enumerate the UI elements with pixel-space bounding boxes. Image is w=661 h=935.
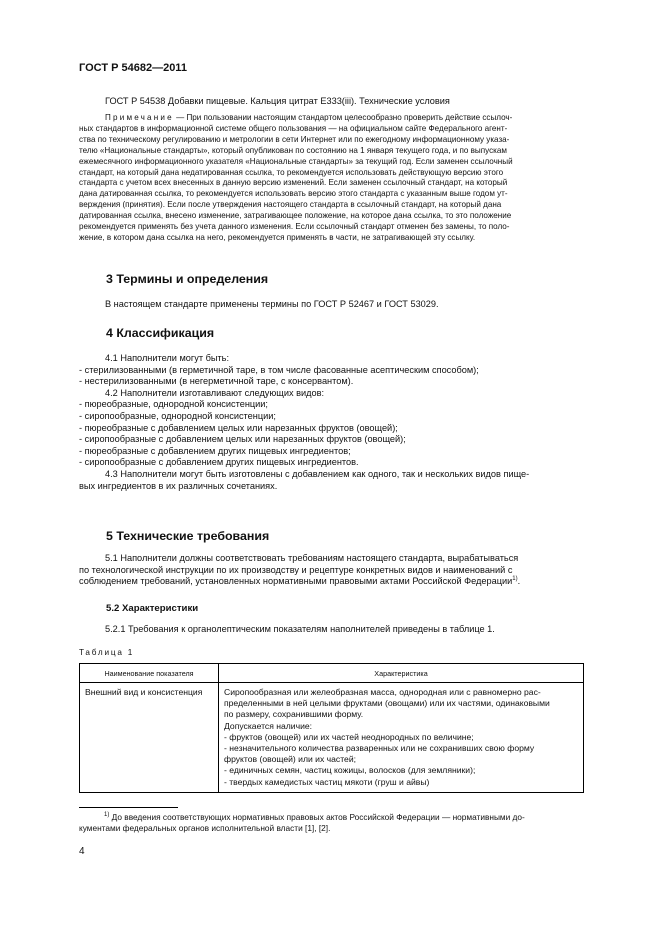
cell-line: - фруктов (овощей) или их частей неоднородных по величине; [224, 731, 474, 742]
list-item: - стерилизованными (в герметичной таре, в том числе фасованные асептическим способом); [79, 364, 479, 375]
list-item: - пюреобразные с добавлением других пищевых ингредиентов; [79, 445, 351, 456]
table-row [80, 683, 584, 793]
paragraph-5-1-line: соблюдением требований, установленных нормативными правовыми актами Российской Федерации [79, 576, 513, 587]
table-caption: Таблица 1 [79, 648, 135, 657]
table-header-name: Наименование показателя [80, 664, 219, 683]
paragraph-5-2-1: 5.2.1 Требования к органолептическим показателям наполнителей приведены в таблице 1. [105, 624, 495, 634]
reference-line: ГОСТ Р 54538 Добавки пищевые. Кальция цитрат Е333(iii). Технические условия [105, 96, 450, 106]
note-line: дана датированная ссылка, то рекомендуется использовать версию этого стандарта с указанным выше годом ут- [79, 189, 508, 199]
note-line: ства по техническому регулированию и метрологии в сети Интернет или по ежегодному информационному указа- [79, 134, 510, 144]
footnote [79, 812, 584, 834]
cell-line: фруктов (овощей) или их частей; [224, 754, 357, 765]
list-item: 4.1 Наполнители могут быть: [105, 353, 230, 363]
paragraph-4-3-line: вых ингредиентов в их различных сочетаниях. [79, 480, 278, 491]
section-4-title: 4 Классификация [106, 326, 215, 340]
list-item: - сиропообразные с добавлением целых или нарезанных фруктов (овощей); [79, 434, 406, 445]
list-item: - пюреобразные с добавлением целых или нарезанных фруктов (овощей); [79, 422, 398, 433]
paragraph-5-1-line: по технологической инструкции по их производству и рецептуре конкретных видов и наименований с [79, 564, 513, 575]
cell-line: Сиропообразная или желеобразная масса, однородная или с равномерно рас- [224, 687, 541, 697]
list-item: - нестерилизованными (в негерметичной таре, с консервантом). [79, 376, 354, 387]
list-item: 4.2 Наполнители изготавливают следующих видов: [105, 387, 325, 398]
footnote-ref: 1) [512, 576, 518, 583]
paragraph-5-1-line: 5.1 Наполнители должны соответствовать требованиям настоящего стандарта, вырабатываться [105, 553, 519, 563]
table-header-characteristic: Характеристика [219, 664, 584, 683]
note-line: рекомендуется применять без учета данного изменения. Если ссылочный стандарт отменен без замены, то поло- [79, 222, 510, 232]
paragraph-5-1 [79, 553, 584, 588]
note-line: ных стандартов в информационной системе общего пользования — на официальном сайте Федерального агент- [79, 123, 508, 133]
list-item: - сиропообразные, однородной консистенции; [79, 410, 276, 421]
note-label: Примечание [105, 113, 174, 122]
note-line: телю «Национальные стандарты», который опубликован по состоянию на 1 января текущего года, и по выпускам [79, 145, 507, 155]
note-line: жение, в котором дана ссылка на него, рекомендуется применять в части, не затрагивающей эту ссылку. [79, 232, 476, 242]
footnote-line: кументами федеральных органов исполнительной власти [1], [2]. [79, 823, 331, 833]
section-3-title: 3 Термины и определения [106, 272, 269, 286]
table-header-row [80, 664, 584, 683]
cell-line: - единичных семян, частиц кожицы, волосков (для земляники); [224, 765, 476, 776]
paragraph-4-3-line: 4.3 Наполнители могут быть изготовлены с добавлением как одного, так и нескольких видов пище- [105, 468, 530, 479]
subsection-5-2-title: 5.2 Характеристики [106, 603, 199, 614]
list-item: - пюреобразные, однородной консистенции; [79, 399, 268, 410]
list-item: - сиропообразные с добавлением других пищевых ингредиентов. [79, 457, 359, 468]
table-cell-characteristic [219, 683, 584, 793]
footnote-divider [79, 807, 178, 808]
footnote-line: До введения соответствующих нормативных правовых актов Российской Федерации — нормативными до- [109, 812, 525, 822]
cell-line: - незначительного количества разваренных или не сохранивших свою форму [224, 743, 535, 754]
paragraph-5-1-end: . [517, 576, 521, 587]
section-5-title: 5 Технические требования [106, 529, 270, 543]
note-line: верждения (принятия). Если после утверждения настоящего стандарта в ссылочный стандарт, на который дана [79, 200, 502, 210]
note-block [79, 113, 584, 244]
section-4-list [79, 353, 584, 492]
note-line: ежемесячного информационного указателя «Национальные стандарты» за текущий год. Если заменен ссылочный [79, 156, 513, 166]
cell-line: по размеру, сохранившими форму. [224, 709, 364, 720]
section-3-text: В настоящем стандарте применены термины по ГОСТ Р 52467 и ГОСТ 53029. [105, 299, 439, 309]
table-cell-name: Внешний вид и консистенция [80, 683, 219, 793]
cell-line: Допускается наличие: [224, 720, 313, 731]
note-line: датированная ссылка, внесено изменение, затрагивающее положение, на которое дана ссылка, то это положение [79, 211, 512, 221]
note-line: стандарта с учетом всех внесенных в данную версию изменений. Если заменен ссылочный стандарт, на который [79, 178, 508, 188]
document-header: ГОСТ Р 54682—2011 [79, 62, 187, 74]
note-line: — При пользовании настоящим стандартом целесообразно проверить действие ссылоч- [173, 113, 513, 122]
table-1 [79, 663, 584, 793]
page-number: 4 [79, 846, 85, 857]
footnote-marker: 1) [104, 812, 110, 819]
note-line: стандарт, на который дана недатированная ссылка, то рекомендуется использовать действующую версию этого [79, 167, 504, 177]
cell-line: пределенными в ней целыми фруктами (овощами) или их частями, одинаковыми [224, 698, 550, 709]
cell-line: - твердых камедистых частиц мякоти (груш и айвы) [224, 776, 430, 787]
